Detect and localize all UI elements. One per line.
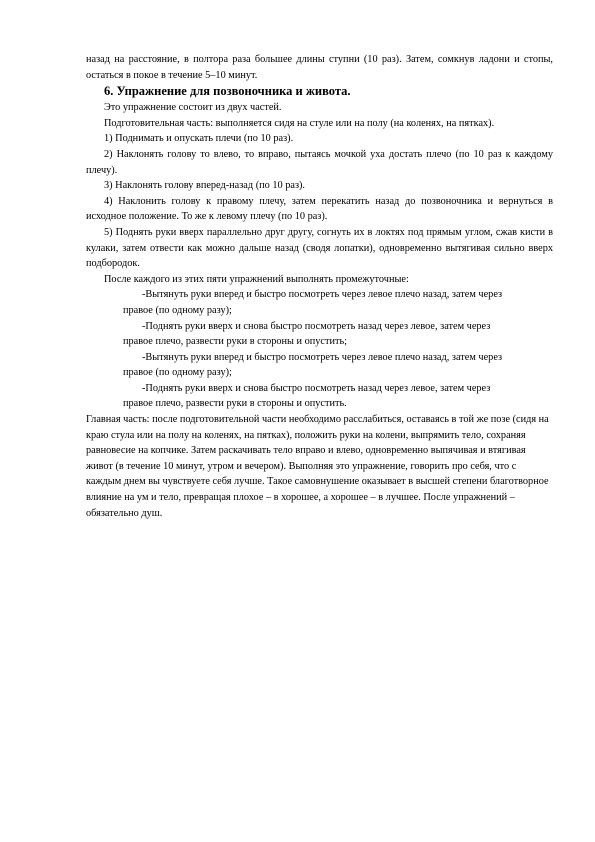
paragraph-preparatory-part: Подготовительная часть: выполняется сидя на стуле или на полу (на коленях, на пятках). [104, 117, 495, 129]
paragraph-intro: назад на расстояние, в полтора раза большее длины ступни (10 раз). Затем, сомкнув ладони и стопы, остаться в покое в течение 5–10 минут. [86, 54, 553, 81]
list-item-4: 4) Наклонить голову к правому плечу, затем перекатить назад до позвоночника и вернуться в исходное положение. То же к левому плечу (по 10 раз). [86, 195, 553, 223]
section-heading: 6. Упражнение для позвоночника и живота. [104, 84, 351, 99]
sub-item-4-line-1: -Поднять руки вверх и снова быстро посмотреть назад через левое, затем через [142, 382, 491, 394]
list-item-5: 5) Поднять руки вверх параллельно друг другу, согнуть их в локтях под прямым углом, сжав кисти в кулаки, затем отвести как можно дальше назад (сводя лопатки), одновременно вытягивая сильно вверх подбородок. [86, 226, 553, 270]
sub-item-1-line-1: -Вытянуть руки вперед и быстро посмотреть через левое плечо назад, затем через [142, 289, 503, 301]
sub-item-1-line-2: правое (по одному разу); [123, 304, 232, 316]
sub-item-4 [123, 381, 553, 412]
document-body [86, 52, 553, 521]
sub-item-2 [123, 319, 553, 350]
sub-item-3-line-2: правое (по одному разу); [123, 367, 232, 379]
sub-item-4-line-2: правое плечо, развести руки в стороны и опустить. [123, 398, 347, 410]
sub-item-2-line-2: правое плечо, развести руки в стороны и опустить; [123, 336, 348, 348]
sub-item-1 [123, 287, 553, 318]
sub-item-3 [123, 350, 553, 381]
sub-item-3-line-1: -Вытянуть руки вперед и быстро посмотреть через левое плечо назад, затем через [142, 351, 503, 363]
paragraph-intermediate: После каждого из этих пяти упражнений выполнять промежуточные: [104, 273, 409, 285]
list-item-1: 1) Поднимать и опускать плечи (по 10 раз). [104, 133, 294, 145]
paragraph-two-parts: Это упражнение состоит из двух частей. [104, 102, 282, 114]
sub-item-2-line-1: -Поднять руки вверх и снова быстро посмотреть назад через левое, затем через [142, 320, 491, 332]
list-item-2: 2) Наклонять голову то влево, то вправо, пытаясь мочкой уха достать плечо (по 10 раз к каждому плечу). [86, 148, 553, 176]
paragraph-main-part: Главная часть: после подготовительной части необходимо расслабиться, оставаясь в той же позе (сидя на краю стула или на полу на коленях, на пятках), положить руки на колени, выпрямить тело, сохраняя равновесие на копчике. Затем раскачивать тело вправо и влево, одновременно выпячивая и втягивая живот (в течение 10 минут, утром и вечером). Выполняя это упражнение, говорить про себя, что с каждым днем вы чувствуете себя лучше. Такое самовнушение оказывает в высшей степени благотворное влияние на ум и тело, превращая плохое – в хорошее, а хорошее – в лучшее. После упражнений – обязательно душ. [86, 414, 549, 519]
list-item-3: 3) Наклонять голову вперед-назад (по 10 раз). [104, 180, 306, 192]
